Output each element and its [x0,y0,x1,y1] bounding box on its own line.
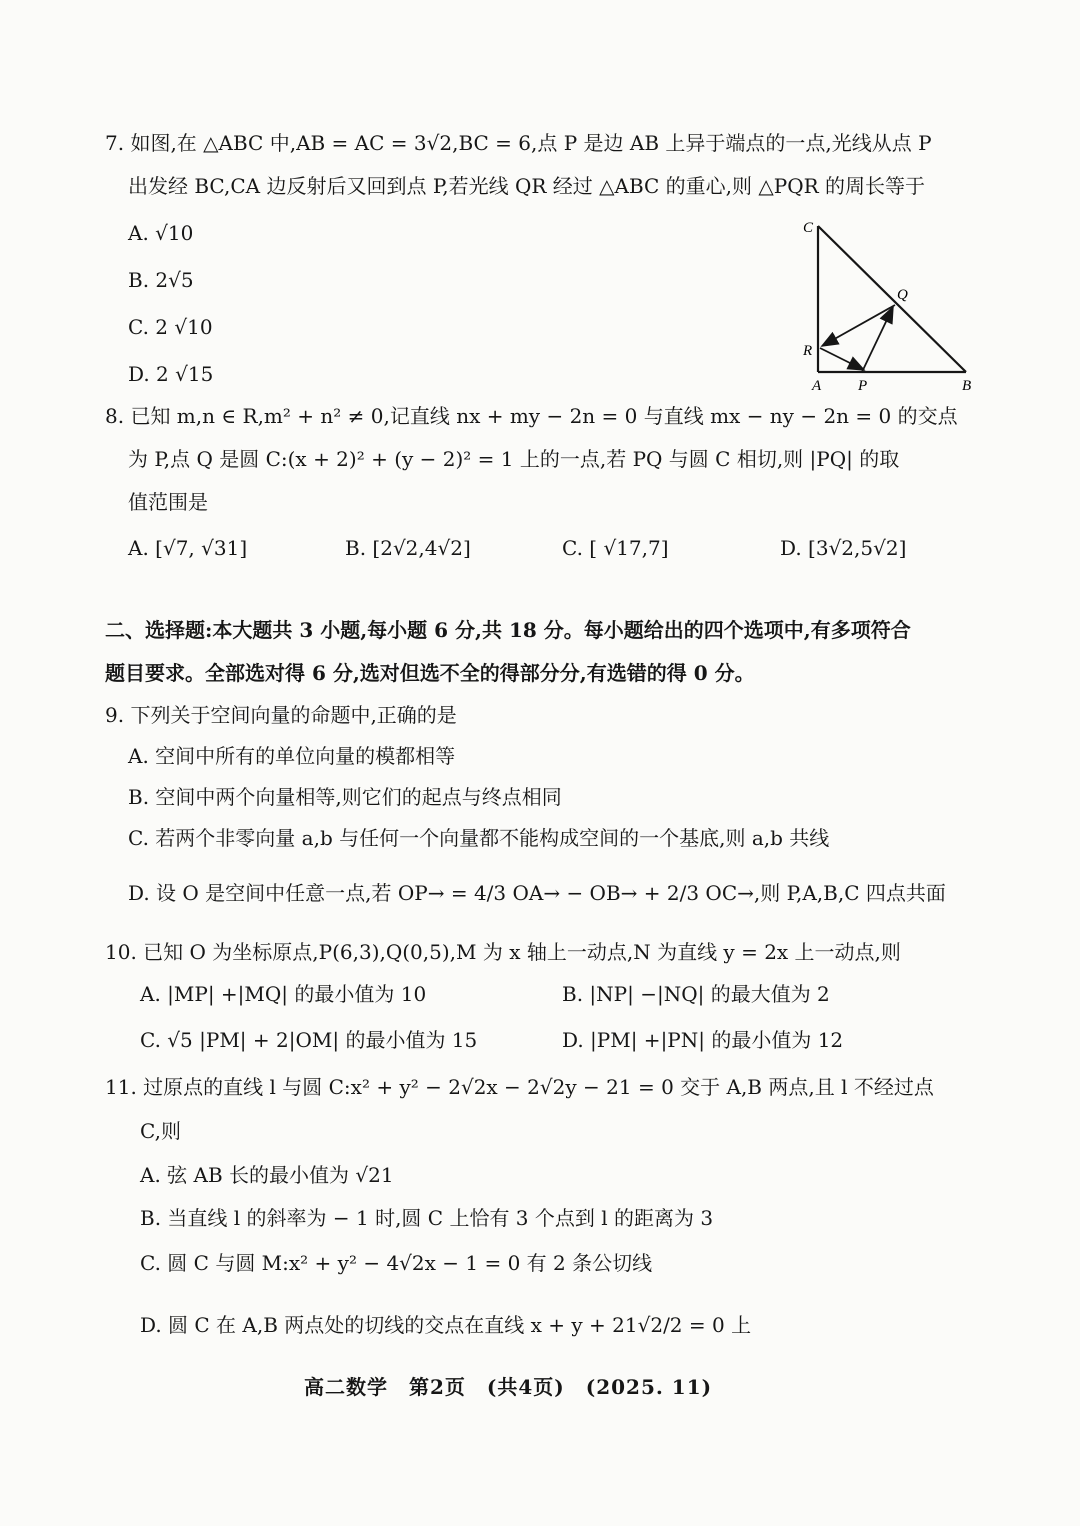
q8-option-d: D. [3√2,5√2] [780,536,907,560]
q11-stem-line2: C,则 [140,1119,181,1143]
q7-stem-line2: 出发经 BC,CA 边反射后又回到点 P,若光线 QR 经过 △ABC 的重心,则 △PQR 的周长等于 [128,174,926,198]
q9-option-d: D. 设 O 是空间中任意一点,若 OP→ = 4/3 OA→ − OB→ + 2/3 OC→,则 P,A,B,C 四点共面 [128,881,946,905]
section2-heading-line1: 二、选择题:本大题共 3 小题,每小题 6 分,共 18 分。每小题给出的四个选项中,有多项符合 [105,618,911,642]
q11-option-b: B. 当直线 l 的斜率为 − 1 时,圆 C 上恰有 3 个点到 l 的距离为 3 [140,1206,714,1230]
q10-stem: 10. 已知 O 为坐标原点,P(6,3),Q(0,5),M 为 x 轴上一动点,N 为直线 y = 2x 上一动点,则 [105,940,901,964]
q7-option-a: A. √10 [128,221,194,245]
side-bc [818,226,966,372]
q9-option-c: C. 若两个非零向量 a,b 与任何一个向量都不能构成空间的一个基底,则 a,b 共线 [128,826,830,850]
q10-option-a: A. |MP| +|MQ| 的最小值为 10 [140,982,427,1006]
q9-option-b: B. 空间中两个向量相等,则它们的起点与终点相同 [128,785,562,809]
q8-option-b: B. [2√2,4√2] [345,536,471,560]
q7-stem-line1: 7. 如图,在 △ABC 中,AB = AC = 3√2,BC = 6,点 P 是边 AB 上异于端点的一点,光线从点 P [105,131,932,155]
q7-option-c: C. 2 √10 [128,315,213,339]
q9-option-a: A. 空间中所有的单位向量的模都相等 [128,744,456,768]
q8-option-c: C. [ √17,7] [562,536,669,560]
label-c: C [803,220,814,236]
ray-rp [820,348,864,370]
q11-option-d: D. 圆 C 在 A,B 两点处的切线的交点在直线 x + y + 21√2/2 = 0 上 [140,1313,752,1337]
q8-stem-line3: 值范围是 [128,490,208,514]
q11-option-a: A. 弦 AB 长的最小值为 √21 [140,1163,394,1187]
q8-stem-line2: 为 P,点 Q 是圆 C:(x + 2)² + (y − 2)² = 1 上的一点,若 PQ 与圆 C 相切,则 |PQ| 的取 [128,447,900,471]
q10-option-b: B. |NP| −|NQ| 的最大值为 2 [562,982,830,1006]
label-a: A [812,378,822,394]
q10-option-d: D. |PM| +|PN| 的最小值为 12 [562,1028,844,1052]
q11-stem-line1: 11. 过原点的直线 l 与圆 C:x² + y² − 2√2x − 2√2y − 21 = 0 交于 A,B 两点,且 l 不经过点 [105,1075,934,1099]
label-p: P [858,378,868,394]
q10-option-c: C. √5 |PM| + 2|OM| 的最小值为 15 [140,1028,478,1052]
q7-option-d: D. 2 √15 [128,362,214,386]
q7-option-b: B. 2√5 [128,268,194,292]
ray-pq [862,307,893,372]
q9-stem: 9. 下列关于空间向量的命题中,正确的是 [105,703,457,727]
q11-option-c: C. 圆 C 与圆 M:x² + y² − 4√2x − 1 = 0 有 2 条公切线 [140,1251,653,1275]
q8-option-a: A. [√7, √31] [128,536,248,560]
label-b: B [962,378,972,394]
section2-heading-line2: 题目要求。全部选对得 6 分,选对但选不全的得部分分,有选错的得 0 分。 [105,661,755,685]
label-r: R [803,343,813,359]
triangle-figure [795,212,985,397]
label-q: Q [897,287,908,303]
q8-stem-line1: 8. 已知 m,n ∈ R,m² + n² ≠ 0,记直线 nx + my − 2n = 0 与直线 mx − ny − 2n = 0 的交点 [105,404,958,428]
page-footer: 高二数学 第2页 (共4页) (2025. 11) [304,1375,713,1399]
